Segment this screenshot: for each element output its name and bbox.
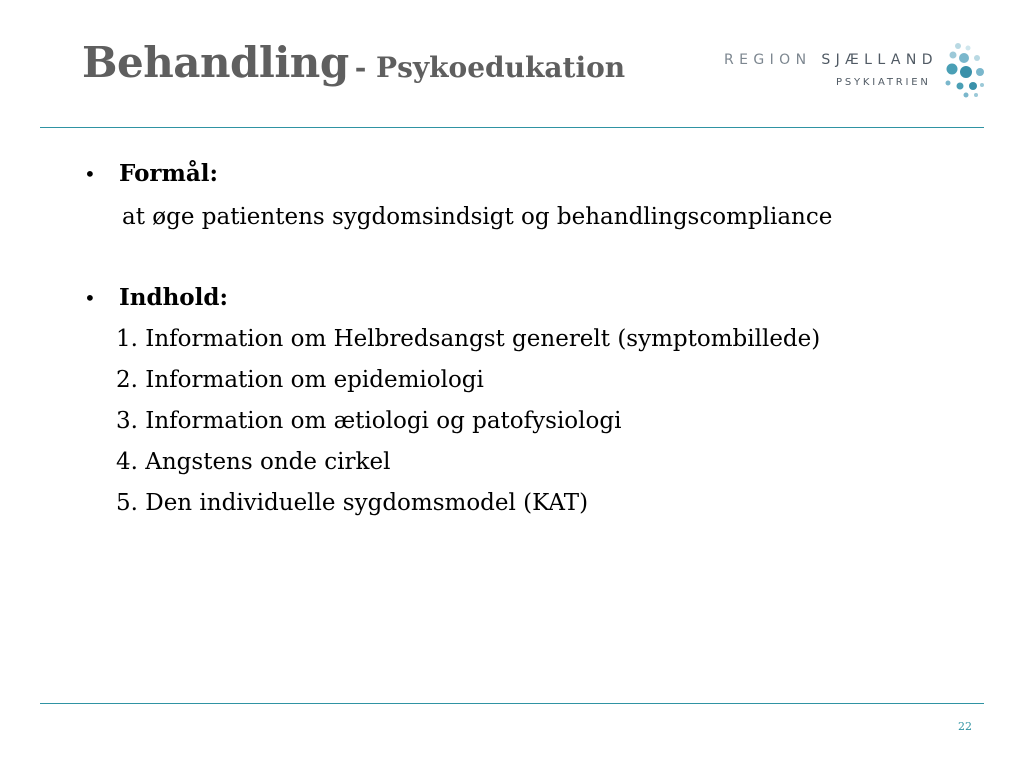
indhold-item-4: 4. Angstens onde cirkel <box>116 449 391 475</box>
section-heading-formaal: Formål: <box>119 160 218 187</box>
logo-name-text: SJÆLLAND <box>821 52 938 68</box>
logo-dots-icon <box>944 42 986 98</box>
section-heading-indhold: Indhold: <box>119 284 228 311</box>
logo-wordmark <box>724 52 938 68</box>
formaal-line-1: at øge patientens sygdomsindsigt og behandlingscompliance <box>122 204 833 230</box>
logo-division-text: PSYKIATRIEN <box>836 77 931 88</box>
section-indhold <box>84 284 228 311</box>
section-formaal <box>84 160 218 187</box>
title-subtitle: - Psykoedukation <box>354 51 626 84</box>
indhold-item-5: 5. Den individuelle sygdomsmodel (KAT) <box>116 490 589 516</box>
bullet-icon: • <box>84 286 96 310</box>
indhold-item-1: 1. Information om Helbredsangst generelt (symptombillede) <box>116 326 821 352</box>
indhold-item-3: 3. Information om ætiologi og patofysiologi <box>116 408 622 434</box>
logo-region-text: REGION <box>724 52 812 68</box>
title-main: Behandling <box>82 38 349 87</box>
page-number: 22 <box>958 720 972 733</box>
header-divider <box>40 127 984 128</box>
footer-divider <box>40 703 984 704</box>
slide-title <box>82 38 625 87</box>
indhold-item-2: 2. Information om epidemiologi <box>116 367 484 393</box>
region-sjaelland-logo <box>720 42 985 98</box>
bullet-icon: • <box>84 162 96 186</box>
